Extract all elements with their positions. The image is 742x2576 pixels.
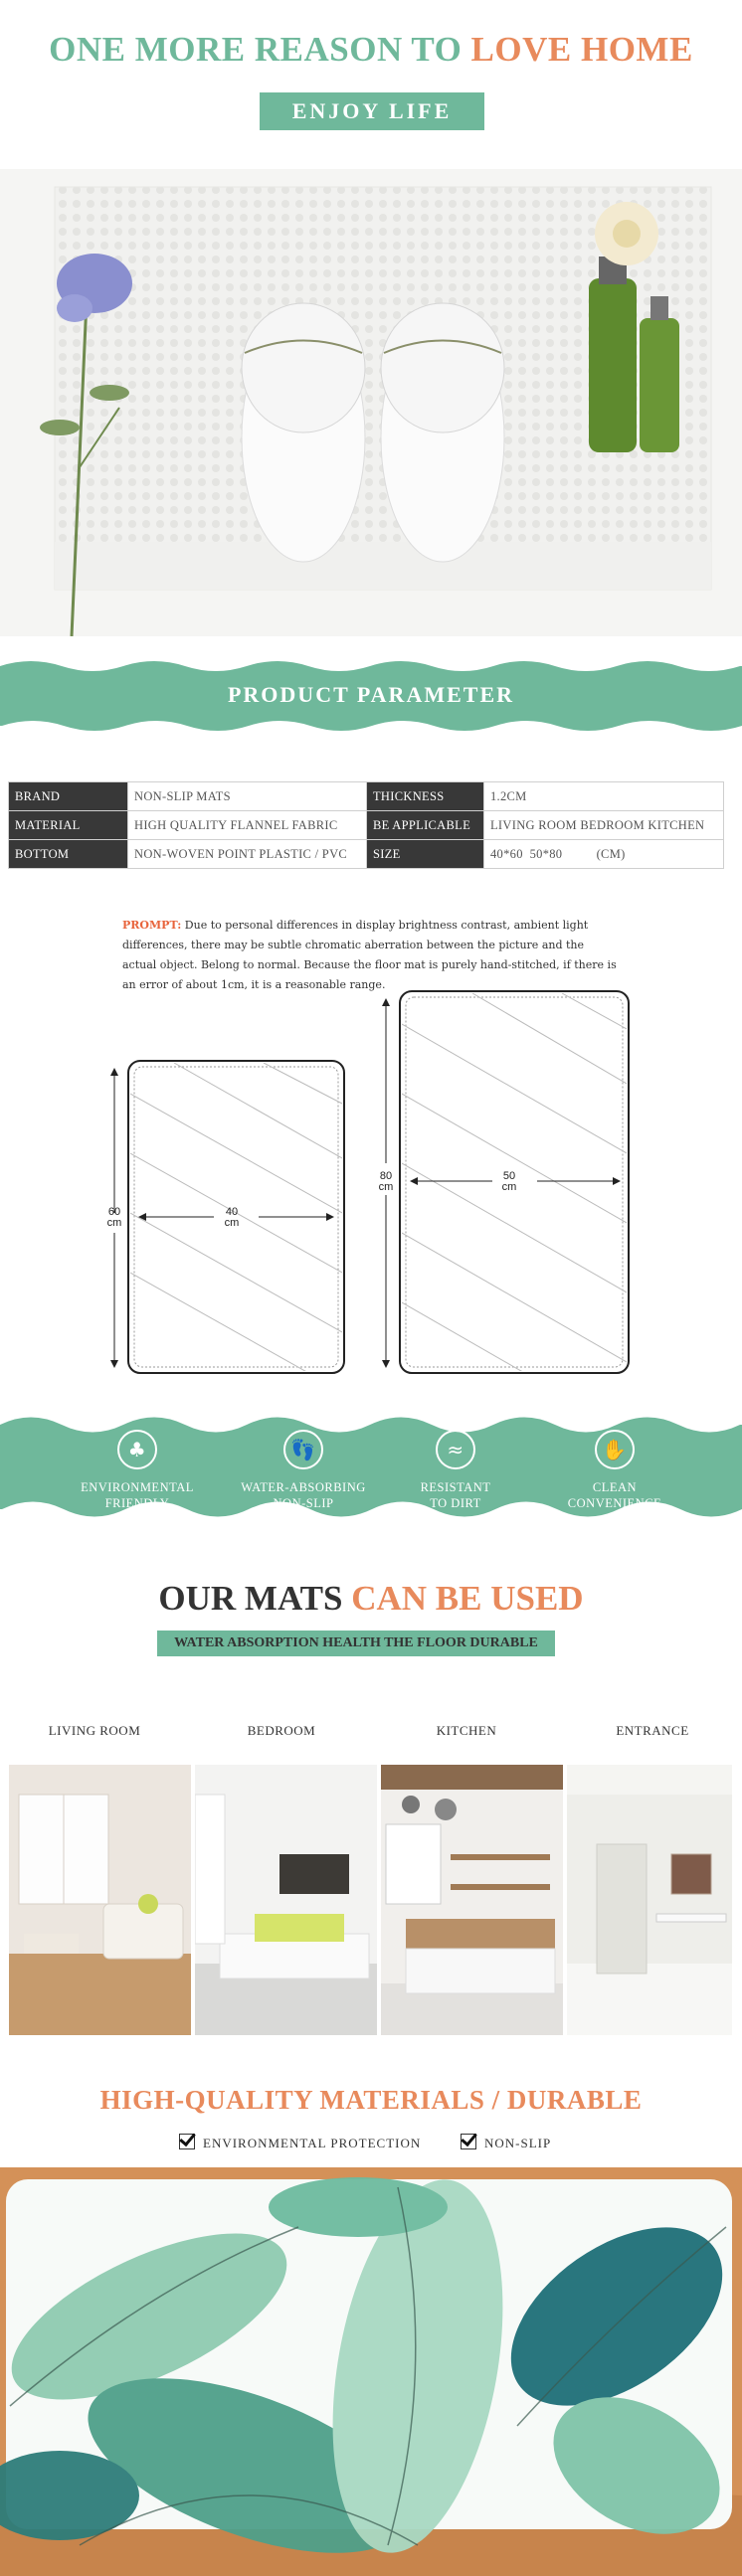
dim-50: 50 cm [501, 1170, 517, 1193]
feature-resistant: ≈ RESISTANT TO DIRT [376, 1430, 535, 1511]
quality-title: HIGH-QUALITY MATERIALS / DURABLE [99, 2085, 643, 2115]
prompt-note: PROMPT: Due to personal differences in display brightness contrast, ambient light differences, there may be subtle chromatic aberration between the picture and the actual object. Belong to normal. Because the floor mat is purely hand-stitched, if there is an error of about 1cm, it is a reasonable range. [122, 919, 617, 991]
footprints-icon: 👣 [283, 1430, 323, 1469]
living-room-photo [9, 1765, 191, 2035]
hero-photo [0, 169, 742, 636]
parameter-table [8, 781, 724, 869]
feature-water-absorbing: 👣 WATER-ABSORBING NON-SLIP [224, 1430, 383, 1511]
check-non-slip: NON-SLIP [461, 2134, 551, 2151]
room-label: LIVING ROOM [48, 1723, 141, 1738]
kitchen-photo [381, 1765, 563, 2035]
entrance-photo [567, 1765, 732, 2035]
table-row: BRAND NON-SLIP MATS THICKNESS 1.2CM [9, 782, 724, 811]
room-label: ENTRANCE [616, 1723, 689, 1738]
size-diagram [94, 984, 651, 1382]
feature-clean: ✋ CLEAN CONVENIENCE [535, 1430, 694, 1511]
dim-60: 60 cm [106, 1206, 122, 1229]
waves-icon: ≈ [436, 1430, 475, 1469]
parameter-title: PRODUCT PARAMETER [227, 682, 515, 707]
checkbox-icon [179, 2134, 195, 2149]
check-environmental: ENVIRONMENTAL PROTECTION [179, 2134, 421, 2151]
table-row: MATERIAL HIGH QUALITY FLANNEL FABRIC BE APPLICABLE LIVING ROOM BEDROOM KITCHEN [9, 811, 724, 840]
page-title: ONE MORE REASON TO LOVE HOME [49, 30, 693, 69]
table-row: BOTTOM NON-WOVEN POINT PLASTIC / PVC SIZE 40*60 50*80 (CM) [9, 840, 724, 869]
clover-icon: ♣ [117, 1430, 157, 1469]
checkbox-icon [461, 2134, 476, 2149]
feature-environmental: ♣ ENVIRONMENTAL FRIENDLY [58, 1430, 217, 1511]
usage-badge: WATER ABSORPTION HEALTH THE FLOOR DURABLE [157, 1631, 555, 1656]
enjoy-life-badge: ENJOY LIFE [260, 92, 484, 130]
room-label: KITCHEN [436, 1723, 497, 1738]
usage-title: OUR MATS CAN BE USED [158, 1579, 584, 1618]
room-label: BEDROOM [247, 1723, 316, 1738]
leaf-mat-photo [0, 2167, 742, 2576]
dim-40: 40 cm [224, 1206, 240, 1229]
bedroom-photo [195, 1765, 377, 2035]
hand-icon: ✋ [595, 1430, 635, 1469]
dim-80: 80 cm [378, 1170, 394, 1193]
